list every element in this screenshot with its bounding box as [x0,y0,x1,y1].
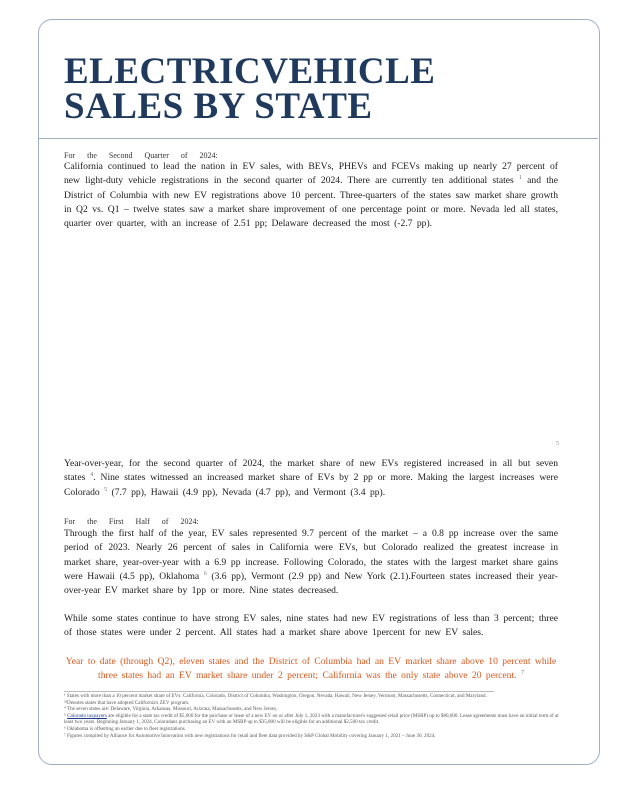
section-label-q2: For the Second Quarter of 2024: [64,150,218,161]
footnote-7: ⁷ Figures compiled by Alliance for Automotive Innovation with new registrations for retail and fleet data provided by S&P Global Mobility covering January 1, 2021 – June 30, 2024. [64,732,436,739]
title-line-2: SALES BY STATE [64,86,373,127]
footnote-6: ⁶ Oklahoma is offsetting an earlier due to fleet registrations. [64,725,186,732]
section-label-h1: For the First Half of 2024: [64,516,199,527]
footnote-ref-5[interactable]: 5 [104,486,108,493]
footnote-5 [64,713,564,726]
paragraph-yoy-after: (7.7 pp), Hawaii (4.9 pp), Nevada (4.7 pp), and Vermont (3.4 pp). [111,486,386,498]
highlight-text: Year to date (through Q2), eleven states and the District of Columbia had an EV market share above 10 percent while three states had an EV market share under 2 percent; California was the only state above 20 percent. [65,656,557,682]
paragraph-yoy [64,457,558,500]
paragraph-yoy-before: Year-over-year, for the second quarter of 2024, the market share of new EVs registered increased in all but seven states [64,458,558,484]
colorado-taxpayers-link[interactable]: Colorado taxpayers [67,712,107,719]
highlight-callout [64,655,558,684]
footnote-4: ⁴ The seven states are: Delaware, Virginia, Arkansas, Missouri, Arizona, Massachusetts, and New Jersey. [64,706,278,713]
paragraph-h1-before: Through the first half of the year, EV sales represented 9.7 percent of the market – a 0.8 pp increase over the same period of 2023. Nearly 26 percent of sales in California were EVs, but Colorado realized the greatest increase in market share, year-over-year with a 6.9 pp increase. Following Colorado, the states with the largest market share gains were Hawaii (4.5 pp), Oklahoma [64,528,558,582]
footnote-divider [64,691,494,692]
footnote-5-text: are eligible for a state tax credit of $5,000 for the purchase or lease of a new EV on or after July 1, 2023 with a manufacturer's suggested retail price (MSRP) up to $80,000. Lease agreements must have an initial term of at least two years. Beginning January 1, 2024, Coloradans purchasing an EV with an MSRP up to $35,000 will be eligible for an additional $2,500 tax credit. [64,712,559,726]
title-divider [38,138,598,139]
paragraph-h1-after: (3.6 pp), Vermont (2.9 pp) and New York (2.1).Fourteen states increased their year-over-year EV market share by 1pp or more. Nine states decreased. [64,570,558,597]
paragraph-q2-before: California continued to lead the nation in EV sales, with BEVs, PHEVs and FCEVs making up nearly 27 percent of new light-duty vehicle registrations in the second quarter of 2024. There are currently ten additional states [64,161,558,187]
footnote-2-3: ²³Denotes states that have adopted California's ZEV program. [64,699,190,706]
paragraph-yoy-middle: . Nine states witnessed an increased market share of EVs by 2 pp or more. Making the largest increases were Colorado [64,472,559,498]
paragraph-while: While some states continue to have strong EV sales, nine states had new EV registrations of less than 3 percent; three of those states were under 2 percent. All states had a market share above 1percent for new EV sales. [64,613,558,639]
paragraph-h1 [64,527,558,598]
footnote-ref-1[interactable]: 1 [518,175,522,182]
footnote-5-prefix: ⁵ [64,712,66,719]
footnote-1: ¹ States with more than a 10 percent market share of EVs: California, Colorado, District of Columbia, Washington, Oregon, Nevada, Hawaii, New Jersey, Vermont, Massachusetts, Connecticut, and Maryland. [64,693,487,699]
title-line-1: ELECTRICVEHICLE [64,51,436,92]
paragraph-q2-after: and the District of Columbia with new EV registrations above 10 percent. Three-quarters of the states saw market share growth in Q2 vs. Q1 – twelve states saw a market share improvement of one percentage point or more. Nevada led all states, quarter over quarter, with an increase of 2.51 pp; Delaware decreased the most (-2.7 pp). [64,175,558,230]
page-frame [38,19,600,765]
footnote-ref-7[interactable]: 7 [520,670,524,677]
footnote-ref-4[interactable]: 4 [90,472,94,479]
footnotes [64,693,564,739]
paragraph-q2 [64,160,558,231]
page-title [64,51,436,127]
footnote-ref-6[interactable]: 6 [203,570,207,577]
page-marker: 5 [556,441,559,447]
